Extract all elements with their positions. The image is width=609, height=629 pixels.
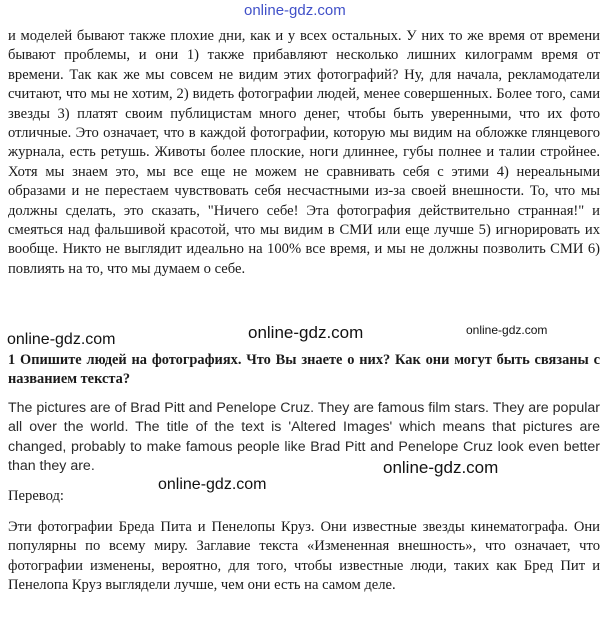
translation-russian: Эти фотографии Бреда Пита и Пенелопы Круз. Они известные звезды кинематографа. Они популярны по всему миру. Заглавие текста «Измененная внешность», что означает, что фотографии изменены, вероятно, для того, чтобы известные люди, таких как Бред Пит и Пенелопа Круз выглядели лучше, чем они есть на самом деле.: [8, 519, 600, 594]
watermark: online-gdz.com: [158, 476, 267, 493]
watermark-top: online-gdz.com: [244, 2, 346, 19]
answer-english: The pictures are of Brad Pitt and Penelope Cruz. They are famous film stars. They are popular all over the world. The title of the text is 'Altered Images' which means that pictures are changed, probably to make famous people like Brad Pitt and Penelope Cruz look even better than they are.: [8, 400, 600, 475]
translation-label: Перевод:: [8, 488, 64, 504]
watermark: online-gdz.com: [248, 323, 364, 342]
watermark: online-gdz.com: [383, 458, 499, 477]
watermark: online-gdz.com: [466, 323, 548, 337]
task-heading: 1 Опишите людей на фотографиях. Что Вы знаете о них? Как они могут быть связаны с названием текста?: [8, 352, 600, 388]
watermark: online-gdz.com: [7, 331, 116, 348]
paragraph-russian-text: и моделей бывают также плохие дни, как и у всех остальных. У них то же время от времени бывают проблемы, и они 1) также прибавляют несколько лишних килограмм время от времени. Так как же мы совсем не видим этих фотографий? Ну, для начала, рекламодатели считают, что мы не хотим, 2) видеть фотографии людей, менее совершенных. Более того, сами звезды 3) платят своим публицистам много денег, чтобы быть уверенными, что их фото отличные. Это означает, что в каждой фотографии, которую мы видим на обложке глянцевого журнала, есть ретушь. Животы более плоские, ноги длиннее, губы полнее и талии стройнее. Хотя мы знаем это, мы все еще не можем не сравнивать себя с этими 4) нереальными образами и не перестаем чувствовать себя несчастными из-за своей внешности. То, что мы должны сделать, это сказать, "Ничего себе! Эта фотография действительно странная!" и смеяться над фальшивой красотой, что мы видим в СМИ или еще лучше 5) игнорировать их вообще. Никто не выглядит идеально на 100% все время, и мы не должны позволить СМИ 6) повлиять на то, что мы думаем о себе.: [8, 28, 600, 277]
